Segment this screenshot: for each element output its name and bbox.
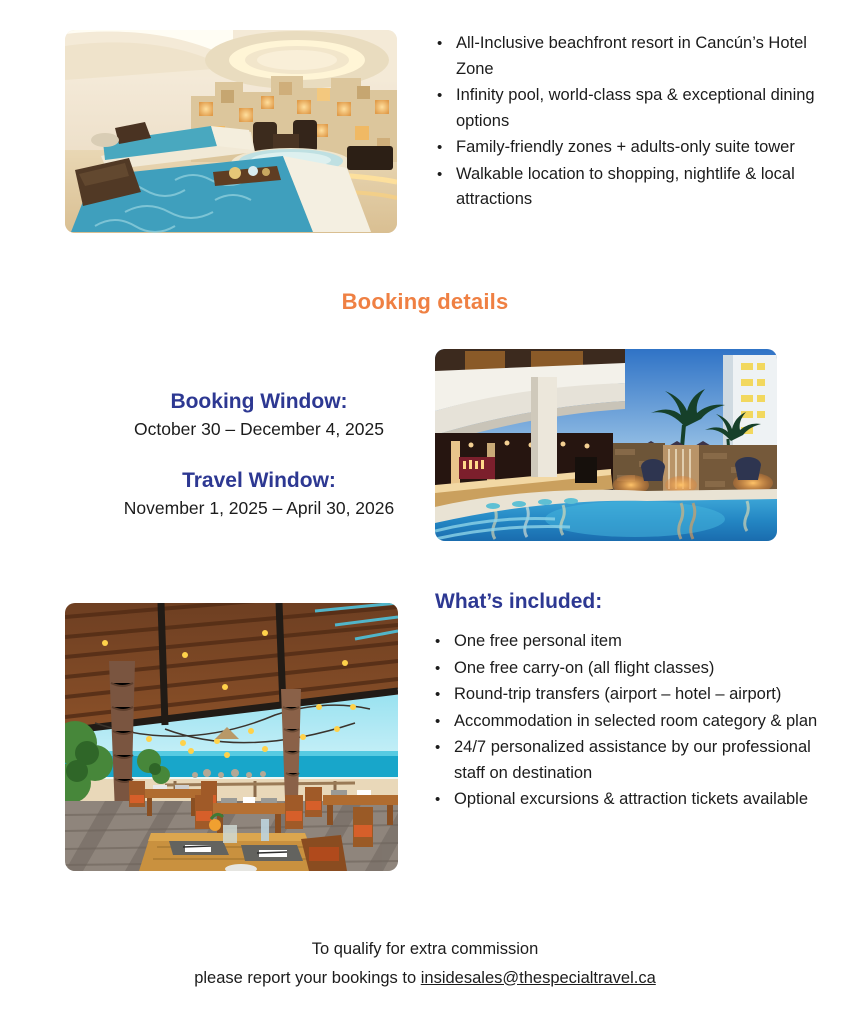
included-text: One free carry-on (all flight classes) xyxy=(454,658,715,677)
booking-window-label: Booking Window: xyxy=(170,390,348,413)
bullet-icon xyxy=(435,787,454,813)
highlight-text: Infinity pool, world-class spa & exceptional dining options xyxy=(456,86,815,130)
included-item xyxy=(435,735,831,786)
bullet-icon xyxy=(435,682,454,708)
included-item xyxy=(435,656,831,682)
highlight-text: Walkable location to shopping, nightlife & local attractions xyxy=(456,164,795,208)
bullet-icon xyxy=(437,162,456,188)
spacer xyxy=(58,443,460,467)
footer-line2-prefix: please report your bookings to xyxy=(194,968,421,987)
footer-line2 xyxy=(0,964,850,993)
bullet-icon xyxy=(435,735,454,761)
included-text: Accommodation in selected room category & plan xyxy=(454,711,818,730)
footer-line1: To qualify for extra commission xyxy=(311,940,539,958)
whats-included-heading: What’s included: xyxy=(435,590,603,613)
bullet-icon xyxy=(435,709,454,735)
included-text: Optional excursions & attraction tickets available xyxy=(454,790,809,808)
bullet-icon xyxy=(435,656,454,682)
resort-highlights-list xyxy=(437,31,825,214)
highlight-item xyxy=(437,135,825,161)
restaurant-illustration xyxy=(65,603,398,871)
booking-details-heading: Booking details xyxy=(341,289,509,314)
travel-window-dates: November 1, 2025 – April 30, 2026 xyxy=(123,498,395,518)
included-item xyxy=(435,709,831,735)
pool-illustration xyxy=(435,349,777,541)
beachfront-restaurant-photo xyxy=(65,603,398,871)
highlight-text: All-Inclusive beachfront resort in Cancún’s Hotel Zone xyxy=(456,34,807,78)
report-bookings-email-link[interactable]: insidesales@thespecialtravel.ca xyxy=(420,968,656,987)
pool-at-dusk-photo xyxy=(435,349,777,541)
booking-window-dates: October 30 – December 4, 2025 xyxy=(133,419,384,439)
bullet-icon xyxy=(435,629,454,655)
highlight-item xyxy=(437,31,825,82)
spa-suite-photo xyxy=(65,30,397,233)
included-text: Round-trip transfers (airport – hotel – airport) xyxy=(454,685,782,703)
whats-included-section xyxy=(435,589,831,814)
bullet-icon xyxy=(437,135,456,161)
highlight-item xyxy=(437,162,825,213)
bullet-icon xyxy=(437,83,456,109)
included-list xyxy=(435,629,831,813)
included-item xyxy=(435,682,831,708)
included-item xyxy=(435,629,831,655)
included-text: 24/7 personalized assistance by our professional staff on destination xyxy=(454,738,811,782)
included-text: One free personal item xyxy=(454,632,622,650)
travel-window-label: Travel Window: xyxy=(182,469,336,492)
spa-suite-illustration xyxy=(65,30,397,233)
booking-windows-block xyxy=(58,388,460,522)
bullet-icon xyxy=(437,31,456,57)
highlight-text: Family-friendly zones + adults-only suite tower xyxy=(456,138,795,156)
commission-footer xyxy=(0,935,850,992)
included-item xyxy=(435,787,831,813)
highlight-item xyxy=(437,83,825,134)
